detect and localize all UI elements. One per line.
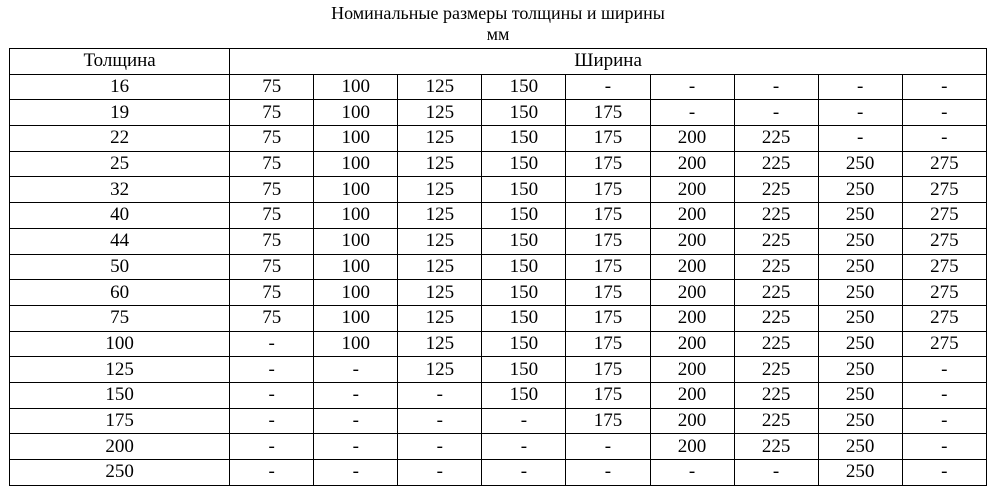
width-cell: 150 [482, 151, 566, 177]
width-cell: 125 [398, 126, 482, 152]
width-cell: 200 [650, 254, 734, 280]
width-cell: - [482, 434, 566, 460]
width-cell: 100 [314, 126, 398, 152]
width-cell: 250 [818, 228, 902, 254]
width-cell: - [482, 408, 566, 434]
width-cell: 175 [566, 331, 650, 357]
width-cell: 175 [566, 254, 650, 280]
width-cell: 250 [818, 434, 902, 460]
width-cell: 200 [650, 228, 734, 254]
table-row [10, 408, 987, 434]
width-cell: 175 [566, 305, 650, 331]
width-cell: 125 [398, 228, 482, 254]
width-cell: - [902, 460, 986, 486]
thickness-cell: 22 [10, 126, 230, 152]
width-cell: - [650, 100, 734, 126]
width-cell: - [314, 460, 398, 486]
width-cell: 100 [314, 151, 398, 177]
width-cell: 200 [650, 382, 734, 408]
width-cell: 250 [818, 305, 902, 331]
width-cell: 100 [314, 203, 398, 229]
thickness-cell: 75 [10, 305, 230, 331]
thickness-cell: 100 [10, 331, 230, 357]
width-cell: 200 [650, 357, 734, 383]
width-cell: 225 [734, 331, 818, 357]
thickness-cell: 40 [10, 203, 230, 229]
width-cell: 175 [566, 357, 650, 383]
width-cell: - [314, 434, 398, 460]
thickness-cell: 250 [10, 460, 230, 486]
width-cell: 125 [398, 280, 482, 306]
width-cell: 150 [482, 280, 566, 306]
width-cell: - [902, 382, 986, 408]
width-cell: 275 [902, 228, 986, 254]
thickness-cell: 25 [10, 151, 230, 177]
width-cell: - [818, 126, 902, 152]
width-cell: - [314, 408, 398, 434]
width-cell: 200 [650, 126, 734, 152]
thickness-cell: 175 [10, 408, 230, 434]
thickness-cell: 19 [10, 100, 230, 126]
width-cell: 75 [230, 74, 314, 100]
width-cell: 125 [398, 305, 482, 331]
width-cell: - [230, 460, 314, 486]
width-cell: 175 [566, 151, 650, 177]
width-cell: 150 [482, 357, 566, 383]
width-cell: 200 [650, 151, 734, 177]
thickness-cell: 50 [10, 254, 230, 280]
table-row [10, 434, 987, 460]
width-cell: 250 [818, 460, 902, 486]
width-cell: 175 [566, 228, 650, 254]
table-row [10, 228, 987, 254]
width-cell: 150 [482, 74, 566, 100]
width-cell: 75 [230, 126, 314, 152]
width-cell: 275 [902, 280, 986, 306]
width-cell: 100 [314, 254, 398, 280]
width-cell: 225 [734, 126, 818, 152]
width-cell: 150 [482, 203, 566, 229]
width-cell: 150 [482, 382, 566, 408]
width-cell: 100 [314, 177, 398, 203]
width-cell: 225 [734, 382, 818, 408]
table-body [10, 74, 987, 485]
width-cell: 275 [902, 177, 986, 203]
width-cell: - [818, 74, 902, 100]
width-cell: 75 [230, 254, 314, 280]
thickness-cell: 200 [10, 434, 230, 460]
width-cell: 150 [482, 305, 566, 331]
width-cell: 125 [398, 357, 482, 383]
width-cell: - [902, 126, 986, 152]
width-cell: 125 [398, 151, 482, 177]
dimensions-table [9, 48, 987, 486]
width-cell: 225 [734, 408, 818, 434]
width-cell: 225 [734, 254, 818, 280]
thickness-cell: 125 [10, 357, 230, 383]
header-thickness: Толщина [10, 49, 230, 75]
width-cell: - [902, 357, 986, 383]
table-row [10, 382, 987, 408]
thickness-cell: 150 [10, 382, 230, 408]
width-cell: 250 [818, 331, 902, 357]
width-cell: 175 [566, 408, 650, 434]
width-cell: 225 [734, 280, 818, 306]
width-cell: - [902, 100, 986, 126]
width-cell: 225 [734, 305, 818, 331]
width-cell: 250 [818, 408, 902, 434]
table-row [10, 100, 987, 126]
width-cell: 250 [818, 280, 902, 306]
width-cell: 100 [314, 331, 398, 357]
width-cell: - [230, 382, 314, 408]
width-cell: 175 [566, 100, 650, 126]
width-cell: - [314, 357, 398, 383]
table-row [10, 305, 987, 331]
width-cell: 100 [314, 74, 398, 100]
width-cell: 225 [734, 434, 818, 460]
width-cell: 125 [398, 254, 482, 280]
width-cell: 75 [230, 203, 314, 229]
width-cell: 250 [818, 203, 902, 229]
width-cell: 250 [818, 177, 902, 203]
thickness-cell: 44 [10, 228, 230, 254]
width-cell: - [398, 382, 482, 408]
table-row [10, 203, 987, 229]
width-cell: 250 [818, 254, 902, 280]
width-cell: 225 [734, 177, 818, 203]
width-cell: - [902, 434, 986, 460]
width-cell: 225 [734, 151, 818, 177]
width-cell: 100 [314, 228, 398, 254]
unit-label: мм [486, 24, 510, 44]
width-cell: 225 [734, 357, 818, 383]
width-cell: - [230, 434, 314, 460]
table-row [10, 280, 987, 306]
width-cell: 250 [818, 357, 902, 383]
width-cell: 250 [818, 382, 902, 408]
width-cell: 100 [314, 100, 398, 126]
table-row [10, 74, 987, 100]
width-cell: 175 [566, 280, 650, 306]
width-cell: - [566, 74, 650, 100]
width-cell: 200 [650, 203, 734, 229]
width-cell: 75 [230, 177, 314, 203]
table-row [10, 151, 987, 177]
table-row [10, 126, 987, 152]
header-row [10, 49, 987, 75]
width-cell: - [734, 460, 818, 486]
width-cell: 275 [902, 305, 986, 331]
width-cell: - [566, 460, 650, 486]
width-cell: - [818, 100, 902, 126]
table-row [10, 331, 987, 357]
width-cell: 250 [818, 151, 902, 177]
width-cell: - [482, 460, 566, 486]
width-cell: 150 [482, 254, 566, 280]
width-cell: 150 [482, 100, 566, 126]
width-cell: - [902, 74, 986, 100]
width-cell: 125 [398, 203, 482, 229]
width-cell: 125 [398, 100, 482, 126]
table-row [10, 254, 987, 280]
width-cell: - [230, 408, 314, 434]
width-cell: 75 [230, 100, 314, 126]
width-cell: - [650, 460, 734, 486]
width-cell: 125 [398, 74, 482, 100]
width-cell: 200 [650, 177, 734, 203]
header-width: Ширина [230, 49, 987, 75]
width-cell: 75 [230, 305, 314, 331]
width-cell: 125 [398, 331, 482, 357]
width-cell: - [398, 434, 482, 460]
width-cell: 175 [566, 126, 650, 152]
width-cell: 275 [902, 151, 986, 177]
table-row [10, 460, 987, 486]
width-cell: 175 [566, 177, 650, 203]
width-cell: 200 [650, 434, 734, 460]
width-cell: - [398, 460, 482, 486]
width-cell: 100 [314, 305, 398, 331]
width-cell: 75 [230, 151, 314, 177]
width-cell: 175 [566, 382, 650, 408]
width-cell: 150 [482, 228, 566, 254]
width-cell: 200 [650, 305, 734, 331]
width-cell: 150 [482, 126, 566, 152]
width-cell: - [734, 100, 818, 126]
width-cell: 150 [482, 177, 566, 203]
width-cell: 225 [734, 203, 818, 229]
width-cell: - [230, 357, 314, 383]
thickness-cell: 16 [10, 74, 230, 100]
width-cell: 225 [734, 228, 818, 254]
width-cell: - [734, 74, 818, 100]
table-row [10, 177, 987, 203]
width-cell: - [650, 74, 734, 100]
width-cell: 175 [566, 203, 650, 229]
width-cell: 75 [230, 280, 314, 306]
width-cell: 275 [902, 254, 986, 280]
thickness-cell: 32 [10, 177, 230, 203]
width-cell: 75 [230, 228, 314, 254]
width-cell: - [566, 434, 650, 460]
width-cell: - [902, 408, 986, 434]
width-cell: - [398, 408, 482, 434]
table-row [10, 357, 987, 383]
width-cell: 200 [650, 280, 734, 306]
width-cell: 200 [650, 408, 734, 434]
width-cell: 275 [902, 203, 986, 229]
width-cell: - [230, 331, 314, 357]
table-title: Номинальные размеры толщины и ширины [331, 3, 665, 23]
width-cell: 100 [314, 280, 398, 306]
width-cell: 150 [482, 331, 566, 357]
width-cell: 275 [902, 331, 986, 357]
thickness-cell: 60 [10, 280, 230, 306]
width-cell: - [314, 382, 398, 408]
width-cell: 125 [398, 177, 482, 203]
width-cell: 200 [650, 331, 734, 357]
